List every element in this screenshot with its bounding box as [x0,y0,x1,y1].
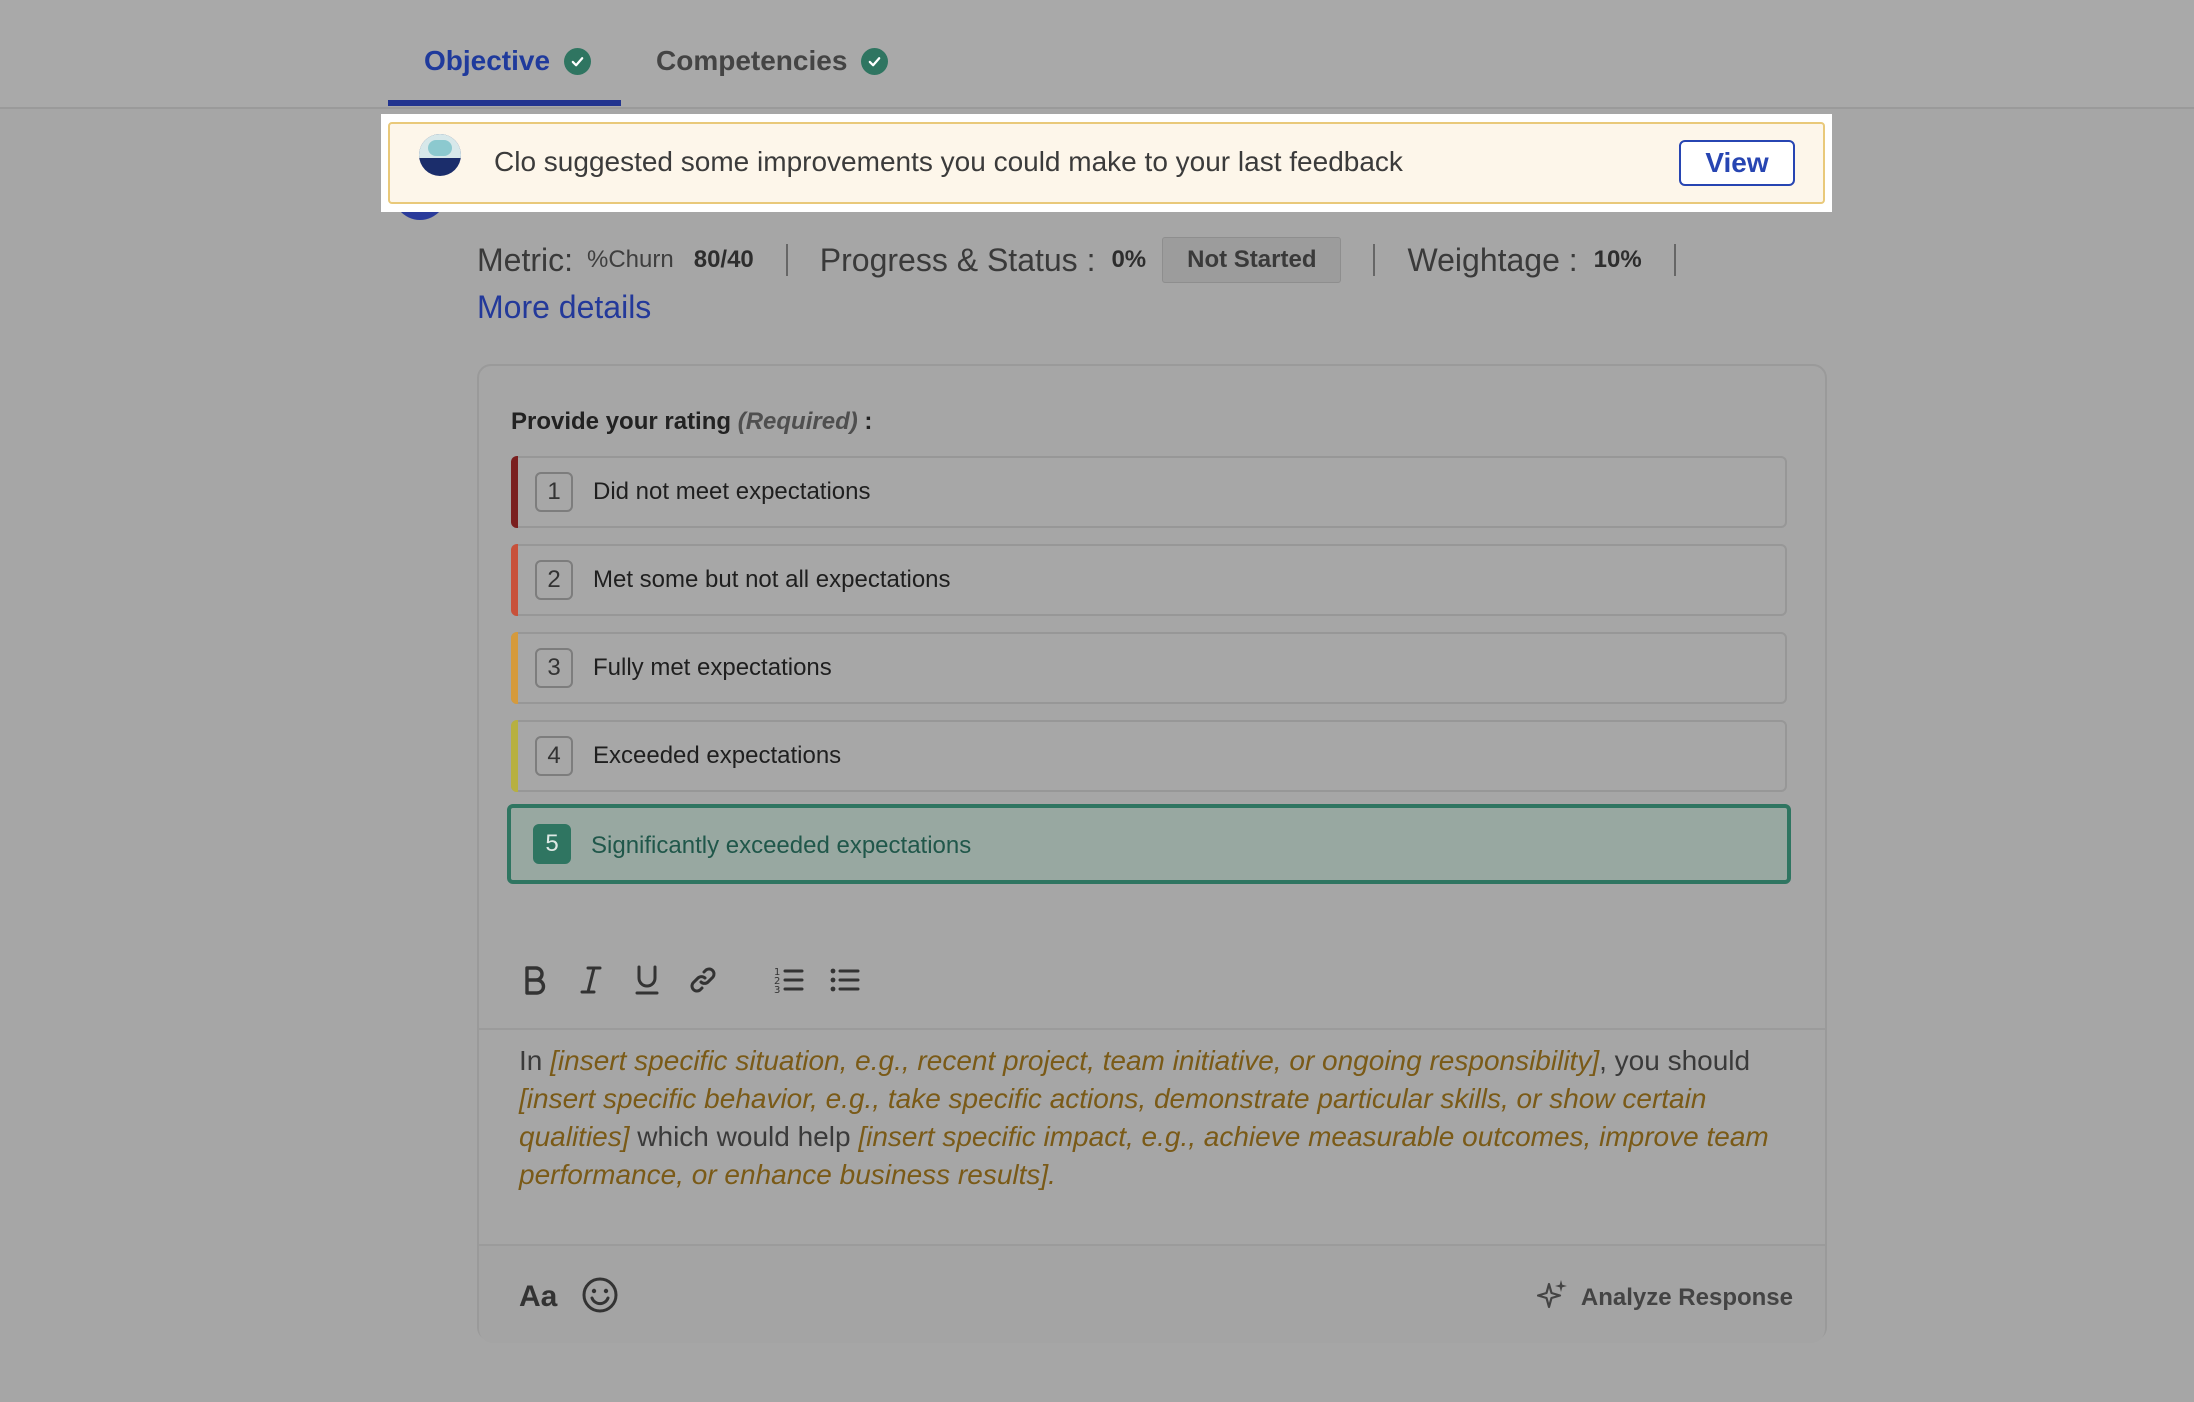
weightage-label: Weightage : [1407,241,1578,278]
rating-option-2[interactable] [511,544,1787,616]
check-circle-icon [861,48,888,75]
rating-label: Significantly exceeded expectations [591,832,972,859]
editor-text: which would help [629,1121,859,1152]
rating-color-bar [511,720,518,792]
underline-icon[interactable] [629,962,665,998]
metric-value: 80/40 [693,246,754,273]
more-details-link[interactable]: More details [477,289,652,325]
emoji-icon[interactable] [581,1276,619,1319]
rating-number: 5 [533,824,571,864]
divider [1674,244,1676,276]
italic-icon[interactable] [573,962,609,998]
view-button[interactable]: View [1679,140,1795,186]
rating-color-bar [511,632,518,704]
rating-number: 3 [535,648,573,688]
svg-text:2: 2 [774,976,781,987]
editor-text: , you should [1599,1045,1751,1076]
rating-color-bar [511,456,518,528]
divider [786,244,788,276]
objective-metrics [477,240,1708,280]
formatting-toolbar [479,932,1825,1030]
svg-text:1: 1 [774,967,781,978]
progress-label: Progress & Status : [819,241,1096,278]
banner-message: Clo suggested some improvements you could make to your last feedback [494,146,1403,177]
rating-number: 2 [535,560,573,600]
rating-option-4[interactable] [511,720,1787,792]
bulleted-list-icon[interactable] [827,962,863,998]
font-format-button[interactable]: Aa [519,1280,558,1313]
metric-label: Metric: [477,241,573,278]
svg-text:3: 3 [774,985,781,996]
link-icon[interactable] [685,962,721,998]
tab-objective-label: Objective [424,45,551,76]
analyze-response-button[interactable] [1537,1278,1793,1317]
rating-label: Fully met expectations [593,654,832,681]
divider [1373,244,1375,276]
progress-value: 0% [1111,246,1147,273]
rating-title: Provide your rating (Required) : [511,408,873,435]
rating-number: 1 [535,472,573,512]
rating-number: 4 [535,736,573,776]
active-tab-indicator [388,100,621,106]
tab-competencies-label: Competencies [656,45,848,76]
numbered-list-icon[interactable] [771,962,807,998]
rating-option-1[interactable] [511,456,1787,528]
status-badge: Not Started [1162,237,1341,283]
feedback-editor[interactable] [519,1042,1789,1194]
clo-avatar-icon [419,134,461,176]
tab-competencies[interactable] [656,40,888,82]
rating-label: Met some but not all expectations [593,566,951,593]
editor-placeholder: [insert specific behavior, e.g., take specific actions, demonstrate particular skills, or show certain qualities] [519,1083,1707,1152]
sparkle-icon [1537,1278,1569,1317]
editor-placeholder: [insert specific impact, e.g., achieve measurable outcomes, improve team performance, or enhance business results] [519,1121,1769,1190]
editor-placeholder: [insert specific situation, e.g., recent project, team initiative, or ongoing responsibility] [550,1045,1600,1076]
feedback-card [477,364,1827,1341]
check-circle-icon [564,48,591,75]
bold-icon[interactable] [517,962,553,998]
rating-label: Exceeded expectations [593,742,842,769]
metric-name: %Churn [587,246,674,273]
editor-text: . [1048,1159,1056,1190]
tab-bar [0,0,2194,109]
rating-label: Did not meet expectations [593,478,871,505]
rating-option-5[interactable] [507,804,1791,884]
editor-footer [479,1244,1825,1343]
weightage-value: 10% [1593,246,1642,273]
clo-suggestion-banner [388,122,1825,204]
rating-color-bar [511,544,518,616]
analyze-response-label: Analyze Response [1580,1283,1793,1311]
rating-option-3[interactable] [511,632,1787,704]
editor-text: In [519,1045,551,1076]
tab-objective[interactable] [424,40,591,82]
